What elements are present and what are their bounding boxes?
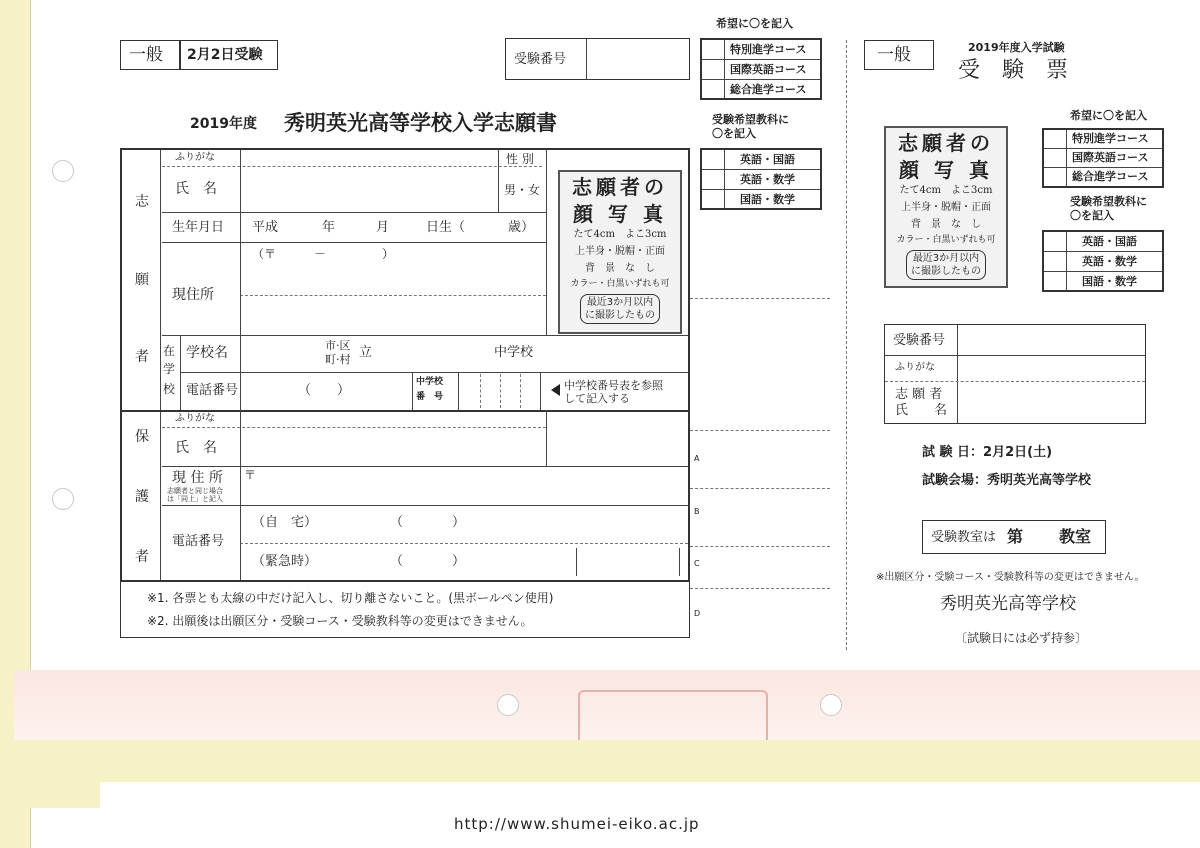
course-select-box xyxy=(700,38,822,100)
school-no-note-2: して記入する xyxy=(564,392,630,405)
category-label: 一般 xyxy=(129,45,163,65)
ticket-name-label-1: 志 願 者 xyxy=(895,387,943,402)
subject-option-1[interactable]: 英語・国語 xyxy=(740,153,795,166)
applicant-name-field[interactable] xyxy=(242,168,496,210)
school-side-1: 在 xyxy=(163,344,176,358)
ticket-bring-note: 〔試験日には必ず持参〕 xyxy=(955,631,1088,645)
guardian-address-note-1: 志願者と同じ場合 xyxy=(167,487,223,495)
subject-header-1: 受験希望教科に xyxy=(712,113,789,126)
school-ritsu: 立 xyxy=(359,345,373,360)
exam-day-tag: 2月2日受験 xyxy=(187,47,263,63)
ticket-photo-box xyxy=(884,126,1008,288)
punch-hole xyxy=(497,694,519,716)
applicant-side-3: 者 xyxy=(135,349,149,365)
margin-mark-a: A xyxy=(694,454,700,463)
guardian-side-1: 保 xyxy=(135,429,149,445)
school-side-2: 学 xyxy=(163,362,176,376)
ticket-name-label-2: 氏 名 xyxy=(895,403,948,418)
photo-line-2: 背 景 な し xyxy=(585,263,655,274)
subject-header-2: 〇を記入 xyxy=(712,127,756,140)
bracket-field[interactable] xyxy=(576,548,680,576)
home-paren-close: ） xyxy=(452,515,466,530)
ticket-photo-note-1: 最近3か月以内 xyxy=(912,253,980,265)
guardian-postal: 〒 xyxy=(244,468,257,482)
dob-age: 歳） xyxy=(508,220,535,235)
form-year: 2019年度 xyxy=(190,116,257,132)
note-2: ※2. 出願後は出願区分・受験コース・受験教科等の変更はできません。 xyxy=(147,614,533,628)
emergency-phone-field[interactable] xyxy=(330,546,570,578)
sex-label: 性 別 xyxy=(506,152,534,166)
ticket-photo-size: たて4cm よこ3cm xyxy=(899,185,993,196)
applicant-side-2: 願 xyxy=(135,272,149,288)
course-header: 希望に〇を記入 xyxy=(716,17,793,30)
postal-dash: － xyxy=(314,247,327,261)
guardian-side-2: 護 xyxy=(135,489,149,505)
exam-day-box xyxy=(180,40,278,70)
subject-option-3[interactable]: 国語・数学 xyxy=(740,193,795,206)
room-label: 受験教室は xyxy=(931,530,997,545)
course-option-2[interactable]: 国際英語コース xyxy=(730,63,807,76)
arrow-left-icon xyxy=(551,384,560,396)
exam-number-label: 受験番号 xyxy=(514,52,567,67)
note-1: ※1. 各票とも太線の中だけ記入し、切り離さないこと。(黒ボールペン使用) xyxy=(147,591,554,605)
furigana-label: ふりがな xyxy=(175,152,215,163)
subject-select-box xyxy=(700,148,822,210)
dob-year: 年 xyxy=(322,220,336,235)
margin-mark-d: D xyxy=(694,609,701,618)
ticket-photo-title-2: 顔 写 真 xyxy=(899,158,993,182)
ticket-course-option-2[interactable]: 国際英語コース xyxy=(1072,151,1149,164)
course-option-1[interactable]: 特別進学コース xyxy=(730,43,807,56)
sex-options[interactable]: 男・女 xyxy=(504,183,541,197)
course-option-3[interactable]: 総合進学コース xyxy=(730,83,807,96)
ticket-subject-header-2: 〇を記入 xyxy=(1070,209,1114,222)
dob-day: 日生（ xyxy=(426,220,466,235)
photo-title-1: 志願者の xyxy=(572,175,668,199)
yellow-sheet-tab xyxy=(14,782,104,808)
school-no-note-1: 中学校番号表を参照 xyxy=(564,379,663,392)
emergency-paren-open: （ xyxy=(390,554,404,569)
ticket-course-box xyxy=(1042,128,1164,188)
photo-size: たて4cm よこ3cm xyxy=(573,229,667,240)
photo-note-1: 最近3か月以内 xyxy=(586,297,654,309)
ticket-subject-option-1[interactable]: 英語・国語 xyxy=(1082,235,1137,248)
guardian-phone-label: 電話番号 xyxy=(172,534,225,549)
home-phone-field[interactable] xyxy=(330,508,686,542)
margin-mark-c: C xyxy=(694,559,700,568)
ticket-exam-venue: 試験会場：秀明英光高等学校 xyxy=(922,473,1092,488)
school-chugakko: 中学校 xyxy=(494,345,534,360)
guardian-furigana-label: ふりがな xyxy=(175,413,215,424)
guardian-address-note-2: は「同上」と記入 xyxy=(167,495,223,503)
ticket-photo-title-1: 志願者の xyxy=(898,131,994,155)
margin-mark-b: B xyxy=(694,507,700,516)
ticket-photo-line-3: カラー・白黒いずれも可 xyxy=(896,235,996,245)
guardian-address-label: 現 住 所 xyxy=(172,470,223,486)
dob-label: 生年月日 xyxy=(172,220,225,235)
school-phone-label: 電話番号 xyxy=(186,383,239,398)
ticket-title: 受 験 票 xyxy=(958,58,1069,83)
dob-era: 平成 xyxy=(252,220,279,235)
dob-month: 月 xyxy=(376,220,390,235)
guardian-address-field[interactable] xyxy=(256,468,686,504)
ticket-change-note: ※出願区分・受験コース・受験教科等の変更はできません。 xyxy=(876,572,1145,583)
punch-hole xyxy=(52,488,74,510)
ticket-school-name: 秀明英光高等学校 xyxy=(940,594,1076,614)
school-number-field[interactable] xyxy=(460,374,538,408)
ticket-subject-option-3[interactable]: 国語・数学 xyxy=(1082,275,1137,288)
punch-hole xyxy=(52,160,74,182)
school-side-3: 校 xyxy=(163,382,176,396)
postal-close: ） xyxy=(382,247,395,261)
sheet-tab xyxy=(578,690,768,746)
ticket-subject-option-2[interactable]: 英語・数学 xyxy=(1082,255,1137,268)
photo-note-2: に撮影したもの xyxy=(585,310,655,322)
ticket-exam-no-label: 受験番号 xyxy=(893,333,946,348)
footer-url[interactable]: http://www.shumei-eiko.ac.jp xyxy=(454,815,700,833)
school-phone-parens: （ ） xyxy=(298,383,351,398)
applicant-address-field[interactable] xyxy=(242,262,544,332)
photo-box xyxy=(558,170,682,334)
photo-title-2: 顔 写 真 xyxy=(573,202,667,226)
city-label-1: 市·区 xyxy=(325,339,351,352)
subject-option-2[interactable]: 英語・数学 xyxy=(740,173,795,186)
applicant-side-1: 志 xyxy=(135,194,149,210)
exam-number-box xyxy=(505,38,690,80)
ticket-category: 一般 xyxy=(877,45,911,65)
name-label: 氏 名 xyxy=(175,181,217,197)
category-box xyxy=(120,40,180,70)
address-label: 現住所 xyxy=(172,287,214,303)
home-paren-open: （ xyxy=(390,515,404,530)
ticket-photo-note-2: に撮影したもの xyxy=(911,266,981,278)
ticket-course-header: 希望に〇を記入 xyxy=(1070,109,1147,122)
emergency-paren-close: ） xyxy=(452,554,466,569)
ticket-category-box xyxy=(864,40,934,70)
ticket-photo-line-2: 背 景 な し xyxy=(911,219,981,230)
ticket-course-option-3[interactable]: 総合進学コース xyxy=(1072,170,1149,183)
yellow-sheet-band xyxy=(14,740,1200,782)
emergency-phone-label: （緊急時） xyxy=(252,554,318,569)
ticket-year: 2019年度入学試験 xyxy=(968,41,1065,54)
ticket-subject-box xyxy=(1042,230,1164,292)
ticket-course-option-1[interactable]: 特別進学コース xyxy=(1072,132,1149,145)
postal-mark: （〒 xyxy=(252,247,277,261)
ticket-room-box xyxy=(922,520,1106,554)
guardian-side-3: 者 xyxy=(135,549,149,565)
ticket-exam-no-field[interactable] xyxy=(959,326,1143,354)
room-kyoshitsu: 教室 xyxy=(1059,527,1092,546)
school-no-label-2: 番 号 xyxy=(416,392,444,402)
city-label-2: 町·村 xyxy=(325,353,351,366)
photo-line-3: カラー・白黒いずれも可 xyxy=(570,279,670,289)
ticket-photo-line-1: 上半身・脱帽・正面 xyxy=(901,202,991,213)
punch-hole xyxy=(820,694,842,716)
ticket-furigana-label: ふりがな xyxy=(895,362,935,373)
school-name-label: 学校名 xyxy=(186,345,228,361)
exam-number-field[interactable] xyxy=(588,41,686,77)
notes-box xyxy=(120,582,690,638)
guardian-name-field[interactable] xyxy=(242,429,544,465)
ticket-exam-date: 試 験 日：2月2日(土) xyxy=(922,445,1053,460)
photo-line-1: 上半身・脱帽・正面 xyxy=(575,246,665,257)
ticket-name-field[interactable] xyxy=(959,383,1143,421)
form-title: 秀明英光高等学校入学志願書 xyxy=(284,110,557,135)
home-phone-label: （自 宅） xyxy=(252,515,318,530)
ticket-info-box xyxy=(884,324,1146,424)
room-dai: 第 xyxy=(1007,527,1024,546)
ticket-subject-header-1: 受験希望教科に xyxy=(1070,195,1147,208)
school-no-label-1: 中学校 xyxy=(416,377,444,387)
guardian-name-label: 氏 名 xyxy=(175,440,217,456)
